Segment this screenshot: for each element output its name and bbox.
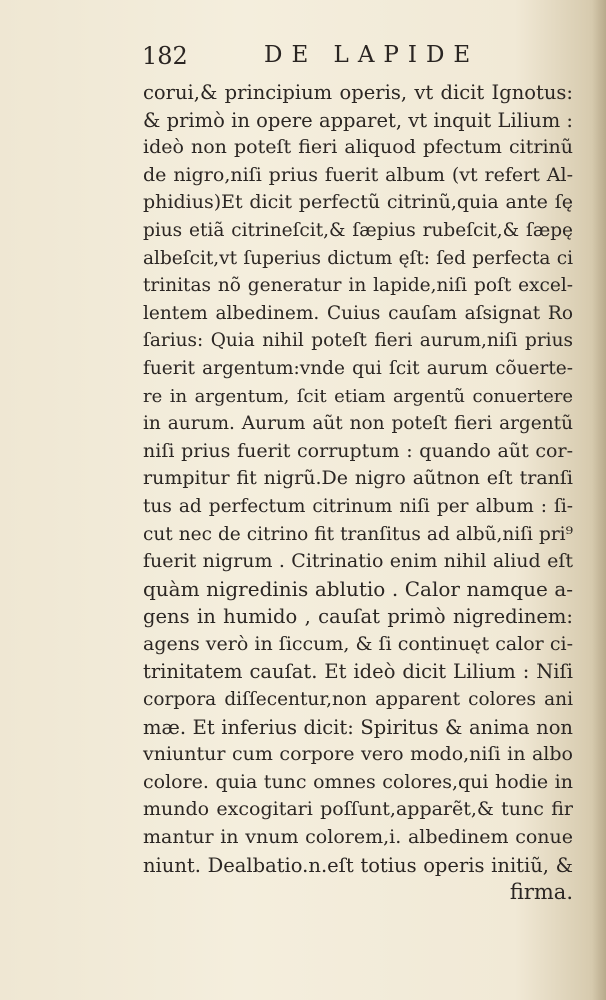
page-header (142, 42, 562, 72)
text-line: fuerit nigrum . Citrinatio enim nihil aliud eſt (143, 550, 573, 573)
text-line: mundo excogitari poſſunt,apparẽt,& tunc fir (143, 798, 573, 821)
text-line: mantur in vnum colorem,i. albedinem conue (143, 826, 573, 849)
text-line: trinitas nõ generatur in lapide,niſi poſt excel- (143, 275, 573, 297)
text-line: rumpitur fit nigrũ.De nigro aũtnon eſt tranſi (143, 467, 573, 490)
text-line: gens in humido , cauſat primò nigredinem: (143, 605, 573, 629)
text-line: de nigro,niſi prius fuerit album (vt refert Al- (143, 163, 573, 186)
text-line: tus ad perfectum citrinum niſi per album : ſi- (143, 495, 573, 517)
text-line: phidius)Et dicit perfectũ citrinũ,quia ante ſę (143, 191, 573, 214)
text-line: corui,& principium operis, vt dicit Ignotus: (143, 81, 573, 104)
text-line: corpora diſſecentur,non apparent colores ani (143, 689, 573, 711)
catchword: firma. (509, 880, 573, 905)
text-line: niunt. Dealbatio.n.eſt totius operis initiũ, & (143, 853, 573, 877)
text-line: in aurum. Aurum aũt non poteſt fieri argentũ (143, 413, 573, 435)
text-line: ideò non poteſt fieri aliquod pfectum citrinũ (143, 136, 573, 159)
text-line: agens verò in ſiccum, & ſi continuęt calor ci- (143, 632, 573, 655)
text-line: ſarius: Quia nihil poteſt fieri aurum,niſi prius (143, 330, 573, 352)
text-line: re in argentum, ſcit etiam argentũ conuertere (143, 385, 573, 407)
text-line: lentem albedinem. Cuius cauſam aſsignat Ro (143, 302, 573, 324)
text-line: cut nec de citrino fit tranſitus ad albũ,niſi pri⁹ (143, 523, 573, 545)
running-title: DE LAPIDE (264, 42, 480, 68)
text-line: mæ. Et inferius dicit: Spiritus & anima non (143, 715, 573, 739)
text-line: vniuntur cum corpore vero modo,niſi in albo (143, 743, 573, 766)
body-text (143, 79, 573, 907)
text-line: niſi prius fuerit corruptum : quando aũt cor- (143, 439, 573, 462)
text-line: & primò in opere apparet, vt inquit Lilium : (143, 108, 573, 132)
text-line: albeſcit,vt ſuperius dictum ęſt: ſed perfecta ci (143, 247, 573, 269)
page-number: 182 (142, 42, 188, 70)
text-line: fuerit argentum:vnde qui ſcit aurum cõuerte- (143, 357, 573, 379)
page-edge-shadow (592, 0, 606, 1000)
text-line: quàm nigredinis ablutio . Calor namque a- (143, 576, 573, 601)
text-line: trinitatem cauſat. Et ideò dicit Lilium : Niſi (143, 660, 573, 684)
text-line: colore. quia tunc omnes colores,qui hodie in (143, 770, 573, 793)
text-line: pius etiã citrineſcit,& ſæpius rubeſcit,& ſæpę (143, 219, 573, 241)
